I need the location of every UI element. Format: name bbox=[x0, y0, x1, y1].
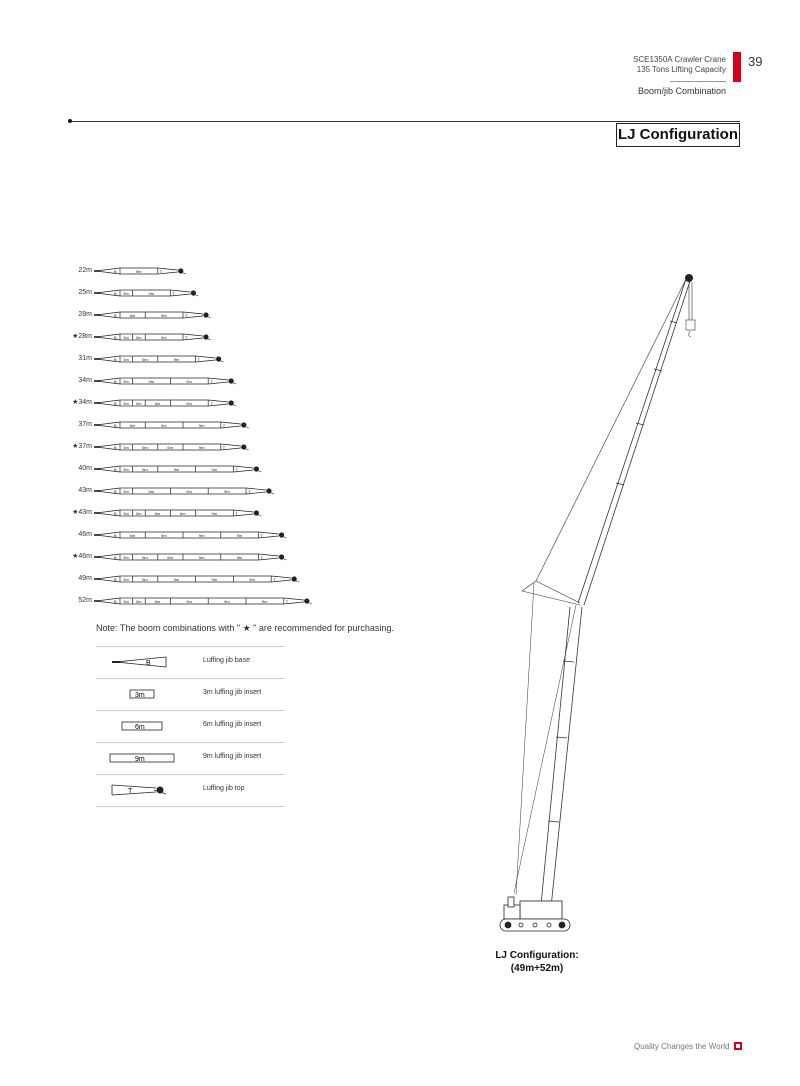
segment-label: 3m bbox=[123, 599, 129, 604]
segment-label: 9m bbox=[148, 489, 155, 494]
segment-label: T bbox=[260, 533, 264, 538]
segment-label: T bbox=[273, 577, 276, 582]
segment-label: 3m bbox=[123, 555, 129, 560]
combination-diagram bbox=[94, 507, 344, 519]
segment-label: 3m bbox=[135, 599, 142, 604]
segment-label: 9m bbox=[198, 423, 205, 428]
title-rule bbox=[70, 121, 740, 122]
segment-label: 9m bbox=[249, 577, 255, 582]
segment-label: B bbox=[114, 291, 117, 296]
legend-symbol: T bbox=[128, 788, 133, 795]
model-name: SCE1350A Crawler Crane bbox=[633, 55, 726, 64]
segment-label: T bbox=[235, 511, 238, 516]
jib-top-icon bbox=[102, 782, 182, 800]
legend-label: 6m luffing jib insert bbox=[203, 721, 262, 728]
segment-label: 9m bbox=[236, 533, 243, 538]
combination-row bbox=[60, 287, 360, 299]
combination-length: ★37m bbox=[72, 443, 92, 450]
legend-row bbox=[96, 678, 284, 710]
legend-symbol: 6m bbox=[135, 724, 145, 731]
segment-label: 9m bbox=[198, 445, 205, 450]
combination-length: ★34m bbox=[72, 399, 92, 406]
segment-label: B bbox=[114, 599, 117, 604]
combination-diagram bbox=[94, 287, 344, 299]
combination-row bbox=[60, 485, 360, 497]
segment-label: 6m bbox=[142, 467, 148, 472]
segment-label: 9m bbox=[148, 379, 155, 384]
segment-label: T bbox=[197, 357, 201, 362]
segment-label: 3m bbox=[123, 445, 129, 450]
segment-label: 9m bbox=[173, 467, 180, 472]
segment-label: 3m bbox=[123, 357, 129, 362]
combination-row bbox=[60, 353, 360, 365]
combination-diagram bbox=[94, 573, 344, 585]
combination-row bbox=[60, 573, 360, 585]
combination-row bbox=[60, 507, 360, 519]
combination-diagram bbox=[94, 265, 344, 277]
segment-label: 6m bbox=[154, 511, 161, 516]
combination-length: ★46m bbox=[72, 553, 92, 560]
combination-row bbox=[60, 419, 360, 431]
legend-label: Luffing jib top bbox=[203, 785, 245, 792]
combination-length: 37m bbox=[78, 421, 92, 428]
segment-label: 6m bbox=[129, 533, 136, 538]
segment-label: T bbox=[210, 401, 213, 406]
segment-label: 3m bbox=[123, 511, 129, 516]
combination-diagram bbox=[94, 375, 344, 387]
segment-label: 9m bbox=[211, 467, 218, 472]
combination-diagram bbox=[94, 441, 344, 453]
segment-label: 9m bbox=[173, 357, 180, 362]
segment-label: B bbox=[114, 511, 117, 516]
segment-label: 3m bbox=[123, 379, 129, 384]
segment-label: 9m bbox=[211, 511, 218, 516]
segment-label: T bbox=[172, 291, 175, 296]
page-title: LJ Configuration bbox=[616, 123, 740, 147]
footer-slogan: Quality Changes the World bbox=[634, 1042, 730, 1051]
combination-row bbox=[60, 265, 360, 277]
combination-length: 25m bbox=[78, 289, 92, 296]
segment-legend bbox=[96, 646, 284, 807]
segment-label: 3m bbox=[123, 577, 129, 582]
combination-row bbox=[60, 375, 360, 387]
segment-label: T bbox=[159, 269, 163, 274]
segment-label: B bbox=[114, 533, 117, 538]
luffing-jib bbox=[578, 279, 690, 605]
legend-row bbox=[96, 646, 284, 678]
capacity-text: 135 Tons Lifting Capacity bbox=[636, 65, 726, 74]
segment-label: 9m bbox=[186, 489, 192, 494]
combination-row bbox=[60, 551, 360, 563]
insert-9m-icon bbox=[102, 750, 182, 766]
crane-drawing bbox=[490, 265, 720, 945]
segment-label: T bbox=[210, 379, 213, 384]
segment-label: 9m bbox=[161, 533, 167, 538]
segment-label: 3m bbox=[123, 467, 129, 472]
combination-row bbox=[60, 529, 360, 541]
segment-label: 9m bbox=[135, 269, 142, 274]
combination-length: ★28m bbox=[72, 333, 92, 340]
caption-lengths: (49m+52m) bbox=[510, 963, 564, 974]
segment-label: 9m bbox=[161, 423, 167, 428]
combination-row bbox=[60, 463, 360, 475]
section-name: Boom/jib Combination bbox=[637, 86, 726, 96]
combination-length: 46m bbox=[78, 531, 92, 538]
combination-diagram bbox=[94, 463, 344, 475]
segment-label: 3m bbox=[123, 291, 129, 296]
combination-diagram bbox=[94, 485, 344, 497]
segment-label: T bbox=[285, 599, 289, 604]
segment-label: 3m bbox=[123, 335, 129, 340]
insert-6m-icon bbox=[102, 718, 182, 734]
segment-label: 3m bbox=[135, 511, 142, 516]
combination-length: 31m bbox=[78, 355, 92, 362]
jib-head-sheave bbox=[685, 274, 693, 282]
caption-title: LJ Configuration: bbox=[495, 950, 579, 961]
segment-label: B bbox=[114, 269, 117, 274]
legend-label: 9m luffing jib insert bbox=[203, 753, 262, 760]
combination-length: ★43m bbox=[72, 509, 92, 516]
segment-label: 3m bbox=[123, 489, 129, 494]
legend-row bbox=[96, 710, 284, 742]
jib-base-icon bbox=[102, 654, 182, 670]
combination-length: 34m bbox=[78, 377, 92, 384]
segment-label: 9m bbox=[211, 577, 218, 582]
combination-length: 28m bbox=[78, 311, 92, 318]
segment-label: B bbox=[114, 357, 117, 362]
combination-diagram bbox=[94, 595, 344, 607]
header-model-block bbox=[633, 55, 726, 75]
combination-diagram bbox=[94, 309, 344, 321]
segment-label: 9m bbox=[198, 555, 205, 560]
segment-label: 9m bbox=[186, 379, 192, 384]
segment-label: 6m bbox=[142, 555, 148, 560]
main-boom bbox=[540, 607, 582, 917]
combination-diagram bbox=[94, 331, 344, 343]
segment-label: B bbox=[114, 313, 117, 318]
segment-label: 3m bbox=[135, 335, 142, 340]
combination-row bbox=[60, 331, 360, 343]
boom-pendants bbox=[514, 583, 576, 895]
segment-label: B bbox=[114, 423, 117, 428]
segment-label: B bbox=[114, 445, 117, 450]
configuration-caption bbox=[474, 949, 600, 975]
page-number: 39 bbox=[748, 54, 763, 69]
combination-row bbox=[60, 595, 360, 607]
segment-label: 6m bbox=[129, 423, 136, 428]
segment-label: B bbox=[114, 555, 117, 560]
combination-row bbox=[60, 309, 360, 321]
combination-diagram bbox=[94, 397, 344, 409]
combination-length: 22m bbox=[78, 267, 92, 274]
segment-label: 9m bbox=[236, 555, 243, 560]
legend-symbol: 9m bbox=[135, 756, 145, 763]
segment-label: 9m bbox=[173, 577, 180, 582]
legend-symbol: B bbox=[146, 660, 151, 667]
segment-label: 9m bbox=[161, 335, 167, 340]
legend-symbol: 3m bbox=[135, 692, 145, 699]
segment-label: 6m bbox=[142, 577, 148, 582]
insert-3m-icon bbox=[102, 686, 182, 702]
combination-row bbox=[60, 397, 360, 409]
segment-label: 9m bbox=[224, 599, 230, 604]
segment-label: B bbox=[114, 335, 117, 340]
segment-label: T bbox=[185, 335, 188, 340]
legend-row bbox=[96, 742, 284, 774]
crawler-body bbox=[500, 897, 570, 931]
segment-label: B bbox=[114, 401, 117, 406]
header-divider bbox=[670, 81, 726, 82]
segment-label: 9m bbox=[186, 599, 192, 604]
segment-label: T bbox=[222, 423, 226, 428]
combination-row bbox=[60, 441, 360, 453]
legend-row bbox=[96, 774, 284, 807]
segment-label: 9m bbox=[224, 489, 230, 494]
combination-diagram bbox=[94, 353, 344, 365]
legend-label: 3m luffing jib insert bbox=[203, 689, 262, 696]
segment-label: B bbox=[114, 577, 117, 582]
segment-label: 9m bbox=[261, 599, 268, 604]
combination-diagram bbox=[94, 529, 344, 541]
combination-diagram bbox=[94, 551, 344, 563]
combination-diagram bbox=[94, 419, 344, 431]
segment-label: 6m bbox=[167, 555, 173, 560]
segment-label: T bbox=[235, 467, 238, 472]
recommendation-note: Note: The boom combinations with " ★ " are recommended for purchasing. bbox=[96, 623, 394, 633]
segment-label: 9m bbox=[186, 401, 192, 406]
segment-label: B bbox=[114, 489, 117, 494]
segment-label: B bbox=[114, 467, 117, 472]
segment-label: T bbox=[185, 313, 188, 318]
segment-label: 6m bbox=[154, 401, 161, 406]
segment-label: T bbox=[260, 555, 264, 560]
segment-label: 3m bbox=[123, 401, 129, 406]
segment-label: 9m bbox=[148, 291, 155, 296]
page-tab-marker bbox=[733, 52, 741, 82]
segment-label: 6m bbox=[142, 357, 148, 362]
segment-label: T bbox=[222, 445, 226, 450]
jib-stays bbox=[522, 279, 686, 605]
segment-label: 9m bbox=[161, 313, 167, 318]
segment-label: 9m bbox=[198, 533, 205, 538]
boom-combination-list bbox=[60, 265, 360, 615]
segment-label: 6m bbox=[167, 445, 173, 450]
segment-label: 6m bbox=[129, 313, 136, 318]
segment-label: 6m bbox=[180, 511, 186, 516]
combination-length: 40m bbox=[78, 465, 92, 472]
segment-label: B bbox=[114, 379, 117, 384]
segment-label: T bbox=[248, 489, 251, 494]
segment-label: 3m bbox=[135, 401, 142, 406]
segment-label: 6m bbox=[142, 445, 148, 450]
combination-length: 52m bbox=[78, 597, 92, 604]
legend-label: Luffing jib base bbox=[203, 657, 250, 664]
segment-label: 6m bbox=[154, 599, 161, 604]
combination-length: 43m bbox=[78, 487, 92, 494]
combination-length: 49m bbox=[78, 575, 92, 582]
brand-mark-icon bbox=[734, 1042, 742, 1050]
